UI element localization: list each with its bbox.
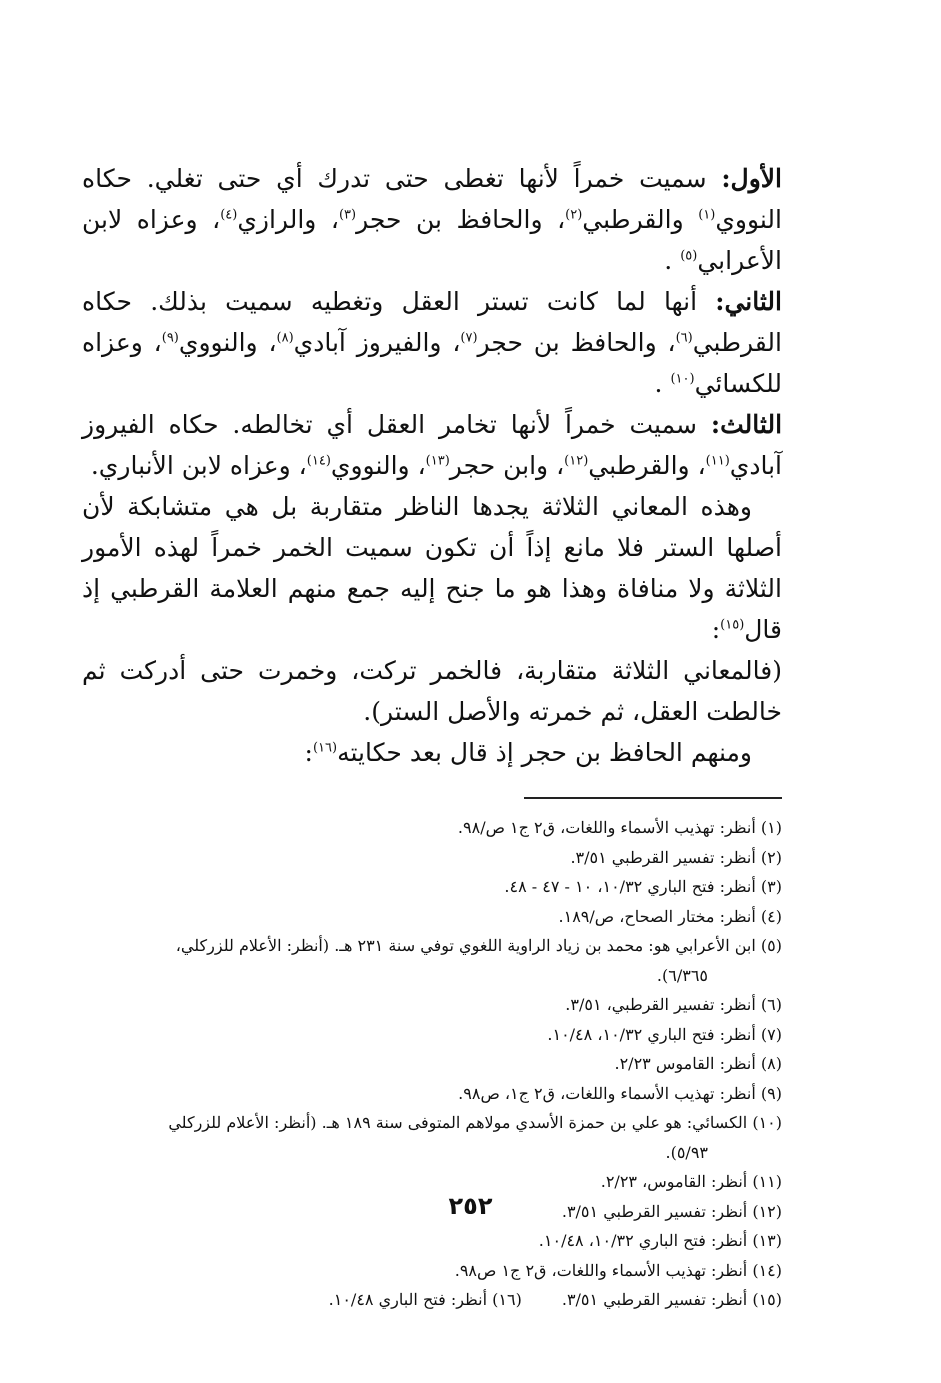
text: ، وابن حجر — [449, 451, 565, 480]
footnote-ref: (١١) — [705, 453, 730, 469]
footnote: (٥) ابن الأعرابي هو: محمد بن زياد الراوية اللغوي توفي سنة ٢٣١ هـ. (أنظر: الأعلام للزركلي، — [175, 936, 782, 955]
text: ، والرازي — [237, 205, 339, 234]
footnote-ref: (١٤) — [306, 453, 331, 469]
text: . — [654, 369, 663, 398]
footnote-divider — [524, 797, 782, 799]
paragraph-second-meaning — [82, 281, 782, 404]
footnote: (١١) أنظر: القاموس، ٢/٢٣. — [600, 1172, 782, 1191]
footnote-continuation: ٦/٣٦٥). — [656, 965, 708, 985]
text: ومنهم الحافظ بن حجر إذ قال بعد حكايته — [337, 738, 752, 767]
text: ، والحافظ بن حجر — [356, 205, 566, 234]
footnote: (١) أنظر: تهذيب الأسماء واللغات، ق٢ ج١ ص/٩٨. — [457, 818, 782, 837]
main-text — [82, 158, 782, 773]
paragraph-quote — [82, 650, 782, 732]
page-number: ٢٥٢ — [448, 1192, 493, 1220]
footnote: (١٥) أنظر: تفسير القرطبي ٣/٥١. — [561, 1290, 782, 1309]
text: ، وعزاه لابن الأعرابي — [82, 205, 782, 275]
label-third: الثالث: — [710, 410, 783, 439]
paragraph-ibn-hajar — [82, 732, 782, 773]
text: ، والفيروز آبادي — [293, 328, 461, 357]
text: . — [664, 246, 673, 275]
footnote: (١٢) أنظر: تفسير القرطبي ٣/٥١. — [561, 1201, 782, 1221]
footnote: (١٣) أنظر: فتح الباري ١٠/٣٢، ١٠/٤٨. — [538, 1231, 782, 1250]
footnote-ref: (١) — [698, 207, 716, 223]
footnote-ref: (١٣) — [425, 453, 450, 469]
footnotes — [82, 813, 782, 1315]
quote-text: (فالمعاني الثلاثة متقاربة، فالخمر تركت، وخمرت حتى أدركت ثم خالطت العقل، ثم خمرته والأصل الستر). — [82, 656, 782, 726]
text: وهذه المعاني الثلاثة يجدها الناظر متقاربة بل هي متشابكة لأن أصلها الستر فلا مانع إذاً أن تكون سميت الخمر خمراً لهذه الأمور الثلاثة ولا منافاة وهذا هو ما جنح إليه جمع منهم العلامة القرطبي إذ قال — [82, 492, 782, 644]
text: سميت خمراً لأنها تغطى حتى تدرك أي حتى تغلي. حكاه النووي — [82, 164, 782, 234]
paragraph-first-meaning — [82, 158, 782, 281]
text: : — [711, 615, 721, 644]
footnote-ref: (٦) — [675, 330, 693, 346]
footnote-ref: (٨) — [276, 330, 294, 346]
footnote-ref: (١٦) — [312, 740, 338, 756]
text: ، والنووي — [330, 451, 426, 480]
label-first: الأول: — [721, 164, 782, 193]
text: ، وعزاه للكسائي — [82, 328, 782, 398]
page-body — [82, 158, 782, 1315]
text: والقرطبي — [582, 205, 684, 234]
footnote: (٨) أنظر: القاموس ٢/٢٣. — [614, 1054, 782, 1073]
label-second: الثاني: — [715, 287, 782, 316]
footnote: (٩) أنظر: تهذيب الأسماء واللغات، ق٢ ج١، ص٩٨. — [458, 1083, 782, 1103]
footnote-ref: (٩) — [161, 330, 179, 346]
paragraph-third-meaning — [82, 404, 782, 486]
footnote-ref: (٣) — [338, 207, 357, 223]
footnote: (١٤) أنظر: تهذيب الأسماء واللغات، ق٢ ج١ ص٩٨. — [454, 1260, 782, 1280]
footnote-ref: (١٢) — [564, 453, 589, 469]
text: : — [304, 738, 313, 767]
footnote: (١٦) أنظر: فتح الباري ١٠/٤٨. — [328, 1290, 522, 1309]
footnote-ref: (٧) — [460, 330, 478, 346]
footnote-ref: (٢) — [565, 207, 583, 223]
footnote: (١٠) الكسائي: هو علي بن حمزة الأسدي مولاهم المتوفى سنة ١٨٩ هـ. (أنظر: الأعلام للزركلي — [168, 1113, 782, 1132]
text: أنها لما كانت تستر العقل وتغطيه سميت بذلك. حكاه القرطبي — [82, 287, 782, 357]
footnote-ref: (١٠) — [670, 371, 695, 387]
footnote-ref: (١٥) — [720, 617, 745, 633]
footnote-pair — [82, 1285, 782, 1315]
footnote: (٦) أنظر: تفسير القرطبي، ٣/٥١. — [565, 995, 782, 1014]
text: ، والقرطبي — [588, 451, 706, 480]
paragraph-discussion — [82, 486, 782, 650]
footnote: (٢) أنظر: تفسير القرطبي ٣/٥١. — [570, 847, 782, 867]
footnote-ref: (٥) — [680, 248, 698, 264]
text: سميت خمراً لأنها تخامر العقل أي تخالطه. حكاه الفيروز آبادي — [82, 410, 782, 480]
footnote: (٧) أنظر: فتح الباري ١٠/٣٢، ١٠/٤٨. — [547, 1024, 782, 1044]
text: ، والنووي — [178, 328, 277, 357]
footnote-continuation: ٥/٩٣). — [665, 1142, 708, 1162]
text: ، والحافظ بن حجر — [477, 328, 676, 357]
footnote-ref: (٤) — [220, 207, 238, 223]
footnote: (٤) أنظر: مختار الصحاح، ص/١٨٩. — [558, 906, 782, 926]
text: ، وعزاه لابن الأنباري. — [90, 451, 307, 480]
footnote: (٣) أنظر: فتح الباري ١٠/٣٢، ١٠ - ٤٧ - ٤٨. — [504, 877, 782, 896]
